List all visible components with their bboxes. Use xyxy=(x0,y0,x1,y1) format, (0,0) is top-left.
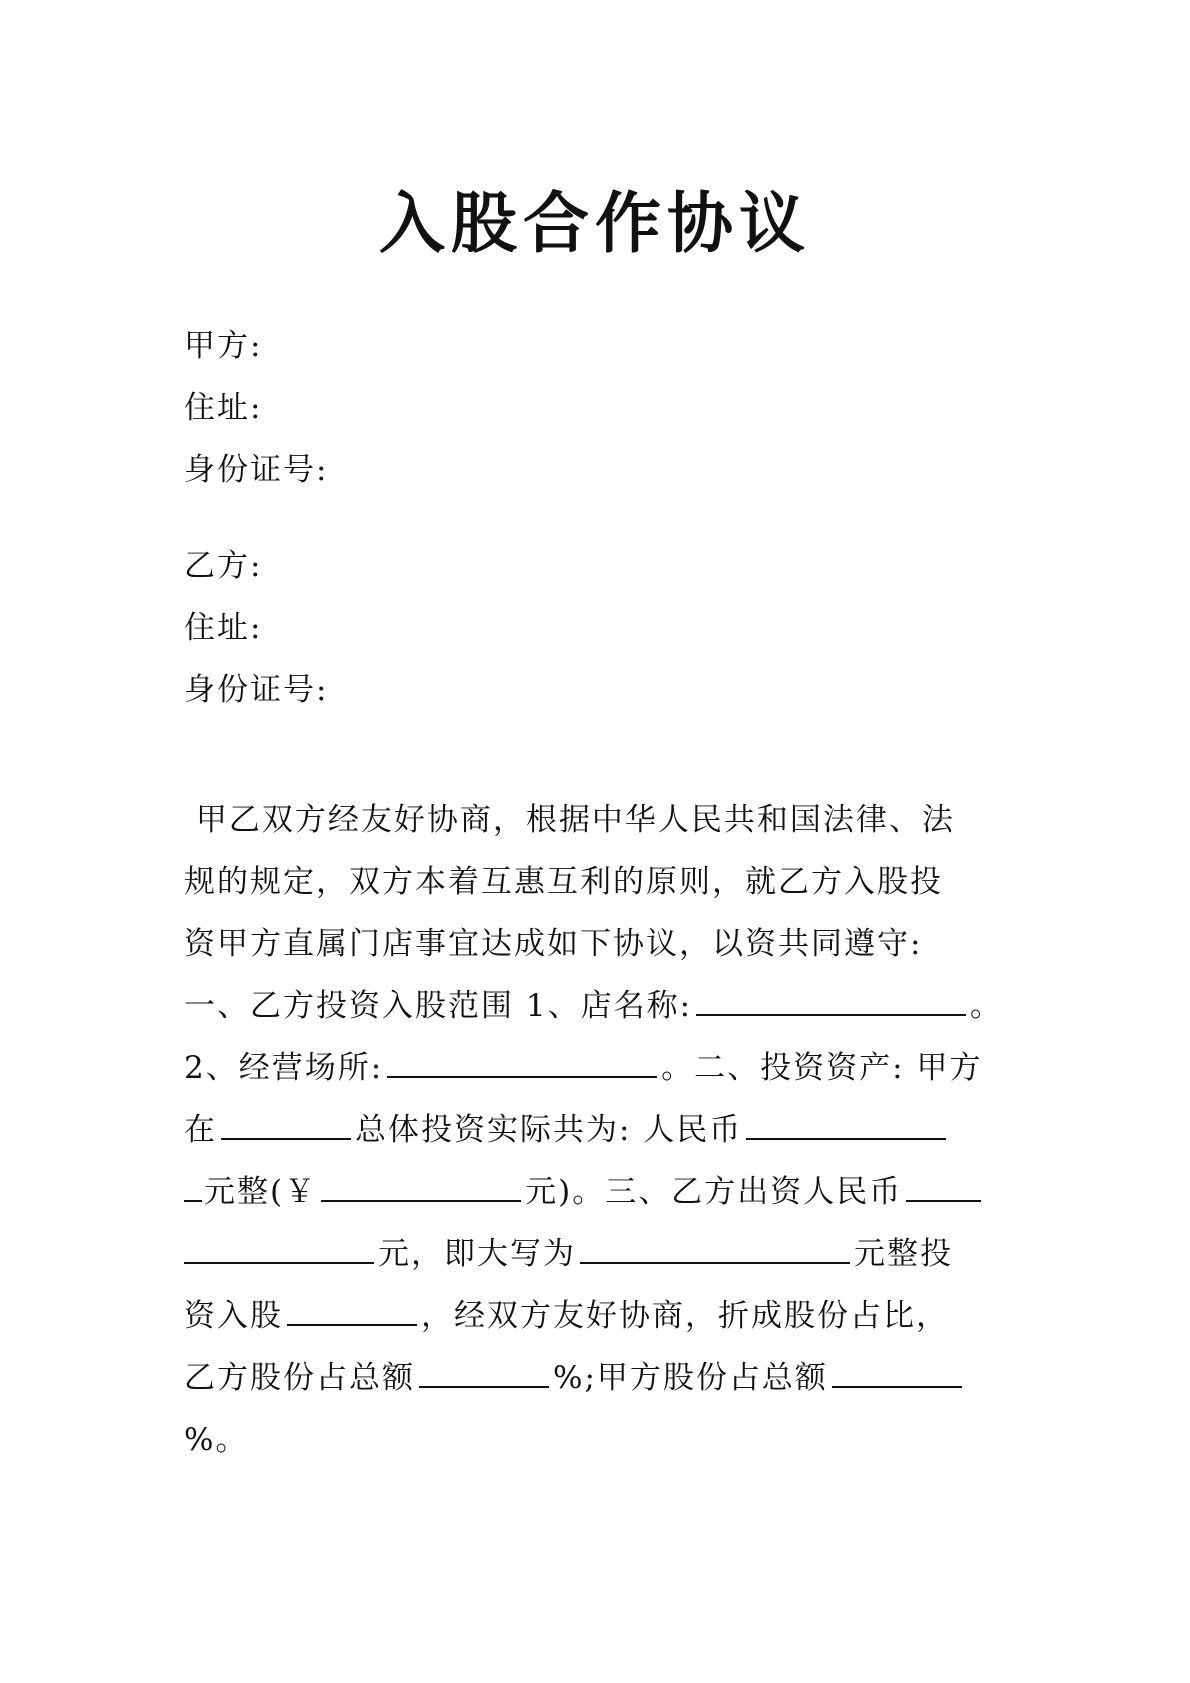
party-b-id-label: 身份证号: xyxy=(184,672,329,708)
body-line-10 xyxy=(184,1347,1014,1409)
share-investment-blank[interactable] xyxy=(287,1294,417,1326)
party-a-address-label: 住址: xyxy=(184,390,263,426)
body-text: 乙方股份占总额 xyxy=(184,1360,415,1396)
body-text: 资入股 xyxy=(184,1298,283,1334)
body-text: 。二、投资资产: 甲方 xyxy=(661,1050,983,1086)
party-b-capital-blank[interactable] xyxy=(906,1170,981,1202)
store-name-blank[interactable] xyxy=(696,984,966,1016)
body-text: 资甲方直属门店事宜达成如下协议，以资共同遵守: xyxy=(184,926,923,962)
body-text: 在 xyxy=(184,1112,217,1148)
total-investment-rmb-blank-cont[interactable] xyxy=(184,1170,202,1202)
body-text: 规的规定，双方本着互惠互利的原则，就乙方入股投 xyxy=(184,864,943,900)
body-text: %;甲方股份占总额 xyxy=(553,1360,828,1396)
body-text: 元整投 xyxy=(854,1236,953,1272)
body-line-11 xyxy=(184,1409,1014,1471)
body-line-9 xyxy=(184,1285,1014,1347)
body-line-4 xyxy=(184,975,1014,1037)
body-text: 元，即大写为 xyxy=(378,1236,576,1272)
body-line-1 xyxy=(184,789,1014,851)
investment-location-blank[interactable] xyxy=(221,1108,351,1140)
total-investment-rmb-blank[interactable] xyxy=(746,1108,946,1140)
party-b-name-label: 乙方: xyxy=(184,548,263,584)
agreement-body xyxy=(184,789,1014,1471)
body-text: 元)。三、乙方出资人民币 xyxy=(525,1174,903,1210)
party-a-id-label: 身份证号: xyxy=(184,452,329,488)
body-line-2 xyxy=(184,851,1014,913)
total-investment-yen-blank[interactable] xyxy=(321,1170,521,1202)
party-b-address-label: 住址: xyxy=(184,610,263,646)
body-line-8 xyxy=(184,1223,1014,1285)
body-line-6 xyxy=(184,1099,1014,1161)
party-a-name-label: 甲方: xyxy=(184,328,263,364)
party-b-share-percent-blank[interactable] xyxy=(419,1356,549,1388)
business-location-blank[interactable] xyxy=(387,1046,657,1078)
body-text: 2、经营场所: xyxy=(184,1050,384,1086)
body-text: 。 xyxy=(970,988,1004,1024)
body-text: 甲乙双方经友好协商，根据中华人民共和国法律、法 xyxy=(184,802,955,838)
document-title: 入股合作协议 xyxy=(379,184,811,262)
body-text: 总体投资实际共为: 人民币 xyxy=(355,1112,743,1148)
body-text: 元整(￥ xyxy=(204,1174,318,1210)
body-text: 一、乙方投资入股范围 1、店名称: xyxy=(184,988,693,1024)
body-text: %。 xyxy=(184,1422,249,1458)
body-text: ，经双方友好协商，折成股份占比， xyxy=(421,1298,949,1334)
party-b-capital-blank-cont[interactable] xyxy=(184,1232,374,1264)
body-line-7 xyxy=(184,1161,1014,1223)
body-line-3 xyxy=(184,913,1014,975)
capital-in-words-blank[interactable] xyxy=(580,1232,850,1264)
party-a-share-percent-blank[interactable] xyxy=(832,1356,962,1388)
body-line-5 xyxy=(184,1037,1014,1099)
